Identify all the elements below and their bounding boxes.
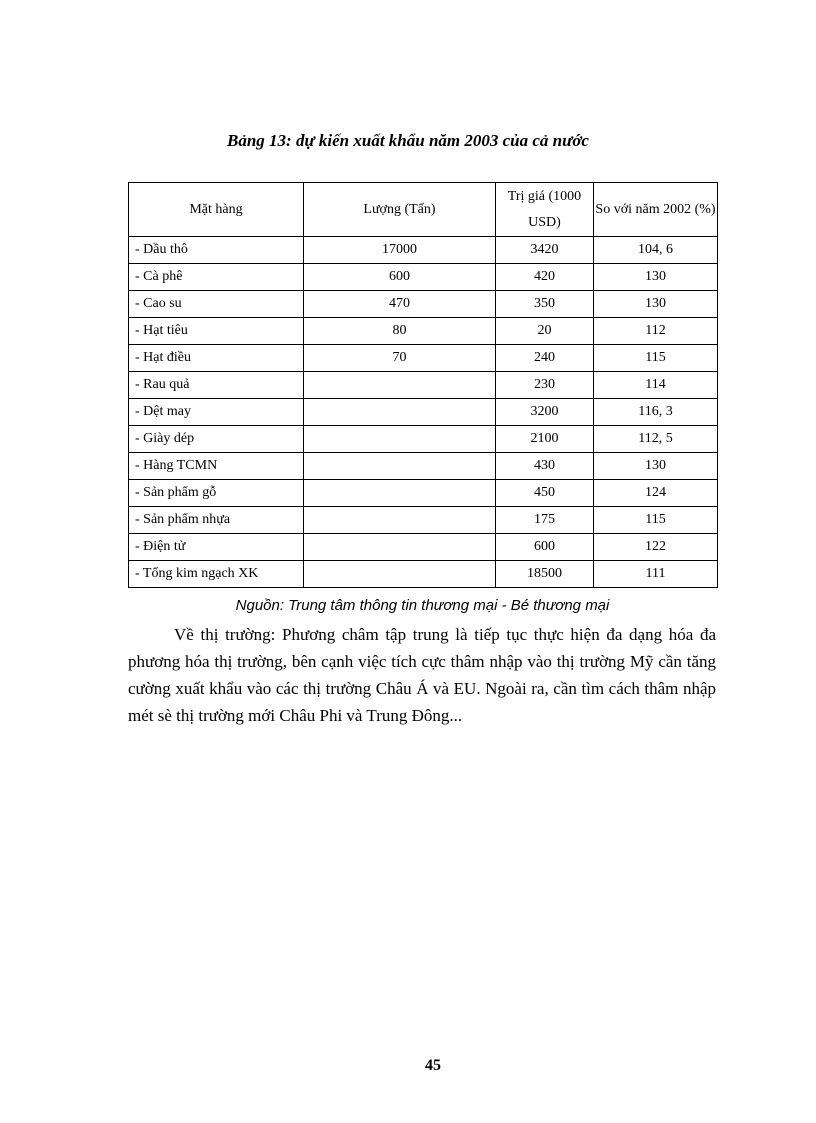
cell-quantity — [304, 480, 496, 507]
cell-value: 230 — [496, 372, 594, 399]
header-cell-compare: So với năm 2002 (%) — [594, 183, 718, 237]
cell-value: 20 — [496, 318, 594, 345]
page-number: 45 — [425, 1057, 441, 1074]
cell-item: - Điện tử — [129, 534, 304, 561]
table-row — [129, 291, 718, 318]
cell-quantity — [304, 399, 496, 426]
cell-item: - Hạt điều — [129, 345, 304, 372]
header-cell-quantity: Lượng (Tấn) — [304, 183, 496, 237]
cell-item: - Sản phẩm nhựa — [129, 507, 304, 534]
cell-quantity: 600 — [304, 264, 496, 291]
table-row — [129, 507, 718, 534]
cell-value: 350 — [496, 291, 594, 318]
cell-quantity: 80 — [304, 318, 496, 345]
cell-quantity — [304, 561, 496, 588]
cell-compare: 111 — [594, 561, 718, 588]
cell-item: - Dệt may — [129, 399, 304, 426]
table-row — [129, 318, 718, 345]
cell-compare: 130 — [594, 264, 718, 291]
table-row — [129, 399, 718, 426]
cell-value: 3420 — [496, 237, 594, 264]
table-row — [129, 453, 718, 480]
cell-compare: 114 — [594, 372, 718, 399]
cell-item: - Giày dép — [129, 426, 304, 453]
cell-quantity: 17000 — [304, 237, 496, 264]
source-note: Nguồn: Trung tâm thông tin thương mại - Bé thương mại — [235, 597, 610, 614]
cell-compare: 112, 5 — [594, 426, 718, 453]
cell-compare: 130 — [594, 453, 718, 480]
cell-value: 430 — [496, 453, 594, 480]
cell-compare: 115 — [594, 507, 718, 534]
cell-value: 175 — [496, 507, 594, 534]
cell-item: - Dầu thô — [129, 237, 304, 264]
cell-quantity — [304, 453, 496, 480]
cell-value: 600 — [496, 534, 594, 561]
cell-item: - Cà phê — [129, 264, 304, 291]
header-cell-item: Mặt hàng — [129, 183, 304, 237]
cell-value: 240 — [496, 345, 594, 372]
cell-value: 420 — [496, 264, 594, 291]
cell-item: - Hàng TCMN — [129, 453, 304, 480]
cell-quantity: 470 — [304, 291, 496, 318]
cell-compare: 124 — [594, 480, 718, 507]
table-title: Bảng 13: dự kiến xuất khẩu năm 2003 của cả nước — [227, 131, 589, 150]
cell-quantity: 70 — [304, 345, 496, 372]
table-row — [129, 561, 718, 588]
cell-compare: 116, 3 — [594, 399, 718, 426]
cell-compare: 104, 6 — [594, 237, 718, 264]
table-row — [129, 372, 718, 399]
cell-value: 450 — [496, 480, 594, 507]
cell-value: 2100 — [496, 426, 594, 453]
table-row — [129, 345, 718, 372]
cell-item: - Hạt tiêu — [129, 318, 304, 345]
table-row — [129, 534, 718, 561]
header-cell-value: Trị giá (1000 USD) — [496, 183, 594, 237]
cell-quantity — [304, 426, 496, 453]
table-row — [129, 237, 718, 264]
cell-quantity — [304, 507, 496, 534]
table-header-row — [129, 183, 718, 237]
table-row — [129, 480, 718, 507]
cell-quantity — [304, 534, 496, 561]
table-row — [129, 264, 718, 291]
cell-item: - Rau quả — [129, 372, 304, 399]
cell-compare: 115 — [594, 345, 718, 372]
cell-item: - Sản phẩm gỗ — [129, 480, 304, 507]
cell-item: - Cao su — [129, 291, 304, 318]
cell-compare: 122 — [594, 534, 718, 561]
cell-value: 18500 — [496, 561, 594, 588]
cell-quantity — [304, 372, 496, 399]
cell-value: 3200 — [496, 399, 594, 426]
cell-compare: 112 — [594, 318, 718, 345]
body-paragraph: Về thị trường: Phương châm tập trung là tiếp tục thực hiện đa dạng hóa đa phương hóa thị trường, bên cạnh việc tích cực thâm nhập vào thị trường Mỹ cần tăng cường xuất khẩu vào các thị trường Châu Á và EU. Ngoài ra, cần tìm cách thâm nhập mét sè thị trường mới Châu Phi và Trung Đông... — [128, 625, 716, 725]
table-row — [129, 426, 718, 453]
cell-compare: 130 — [594, 291, 718, 318]
export-table — [128, 182, 718, 588]
cell-item: - Tổng kim ngạch XK — [129, 561, 304, 588]
